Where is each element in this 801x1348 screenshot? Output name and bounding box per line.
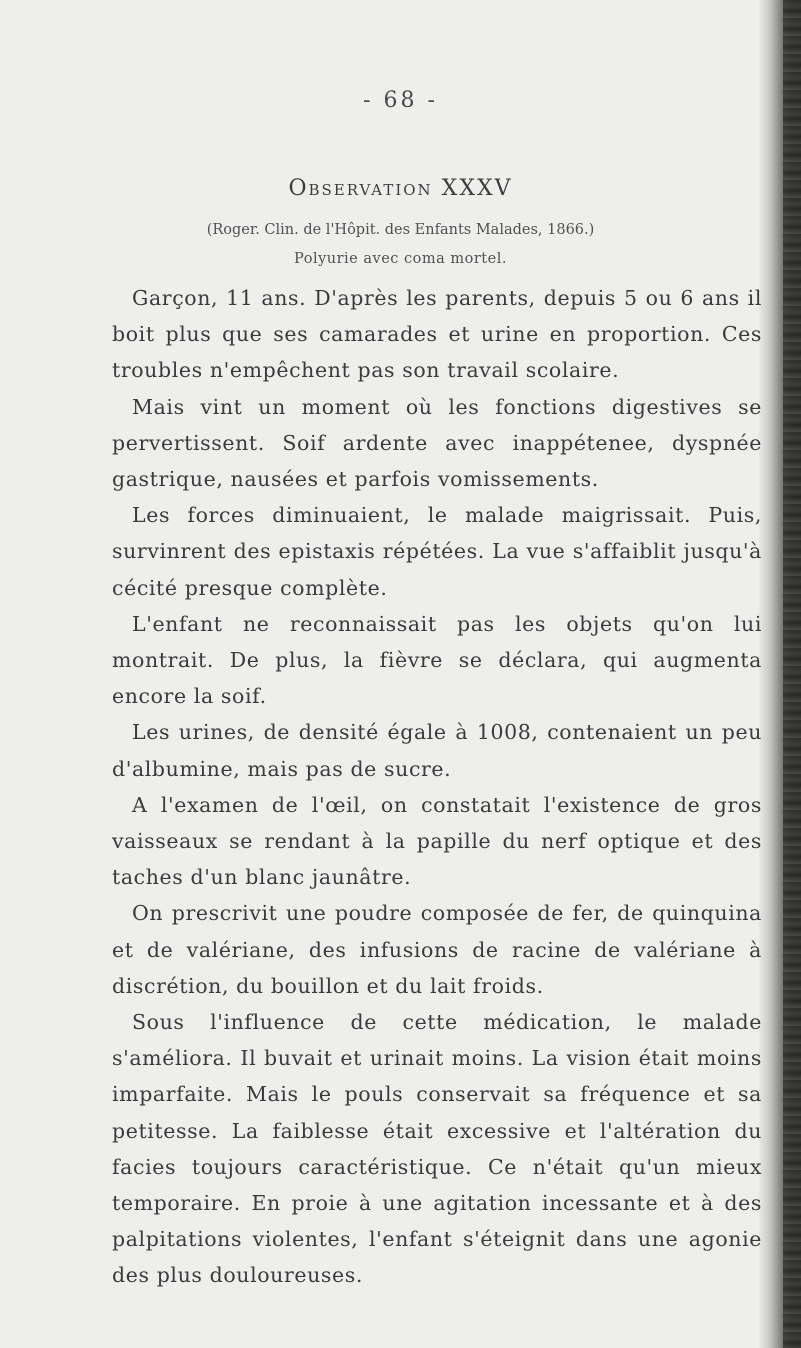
observation-body [112, 280, 762, 1294]
paragraph: Mais vint un moment où les fonctions digestives se pervertissent. Soif ardente avec inappétenee, dyspnée gastrique, nausées et parfois vomissements. [112, 394, 762, 492]
paragraph: A l'examen de l'œil, on constatait l'existence de gros vaisseaux se rendant à la papille du nerf optique et des taches d'un blanc jaunâtre. [112, 792, 762, 890]
paragraph: Les urines, de densité égale à 1008, contenaient un peu d'albumine, mais pas de sucre. [112, 720, 762, 781]
paragraph: Garçon, 11 ans. D'après les parents, depuis 5 ou 6 ans il boit plus que ses camarades et urine en proportion. Ces troubles n'empêchent pas son travail scolaire. [112, 286, 762, 383]
observation-heading: Observation XXXV [288, 176, 513, 201]
source-citation: (Roger. Clin. de l'Hôpit. des Enfants Malades, 1866.) [206, 222, 595, 238]
book-spine-shadow [783, 0, 801, 1348]
paragraph: Les forces diminuaient, le malade maigrissait. Puis, survinrent des epistaxis répétées. La vue s'affaiblit jusqu'à cécité presque complète. [112, 503, 762, 600]
paragraph: On prescrivit une poudre composée de fer, de quinquina et de valériane, des infusions de racine de valériane à discrétion, du bouillon et du lait froids. [112, 901, 762, 998]
paragraph: Sous l'influence de cette médication, le malade s'améliora. Il buvait et urinait moins. La vision était moins imparfaite. Mais le pouls conservait sa fréquence et sa petitesse. La faiblesse était excessive et l'altération du facies toujours caractéristique. Ce n'était qu'un mieux temporaire. En proie à une agitation incessante et à des palpitations violentes, l'enfant s'éteignit dans une agonie des plus douloureuses. [112, 1010, 762, 1288]
paragraph: L'enfant ne reconnaissait pas les objets qu'on lui montrait. De plus, la fièvre se déclara, qui augmenta encore la soif. [112, 611, 762, 709]
case-subtitle: Polyurie avec coma mortel. [294, 251, 507, 267]
page-number: - 68 - [363, 88, 438, 113]
